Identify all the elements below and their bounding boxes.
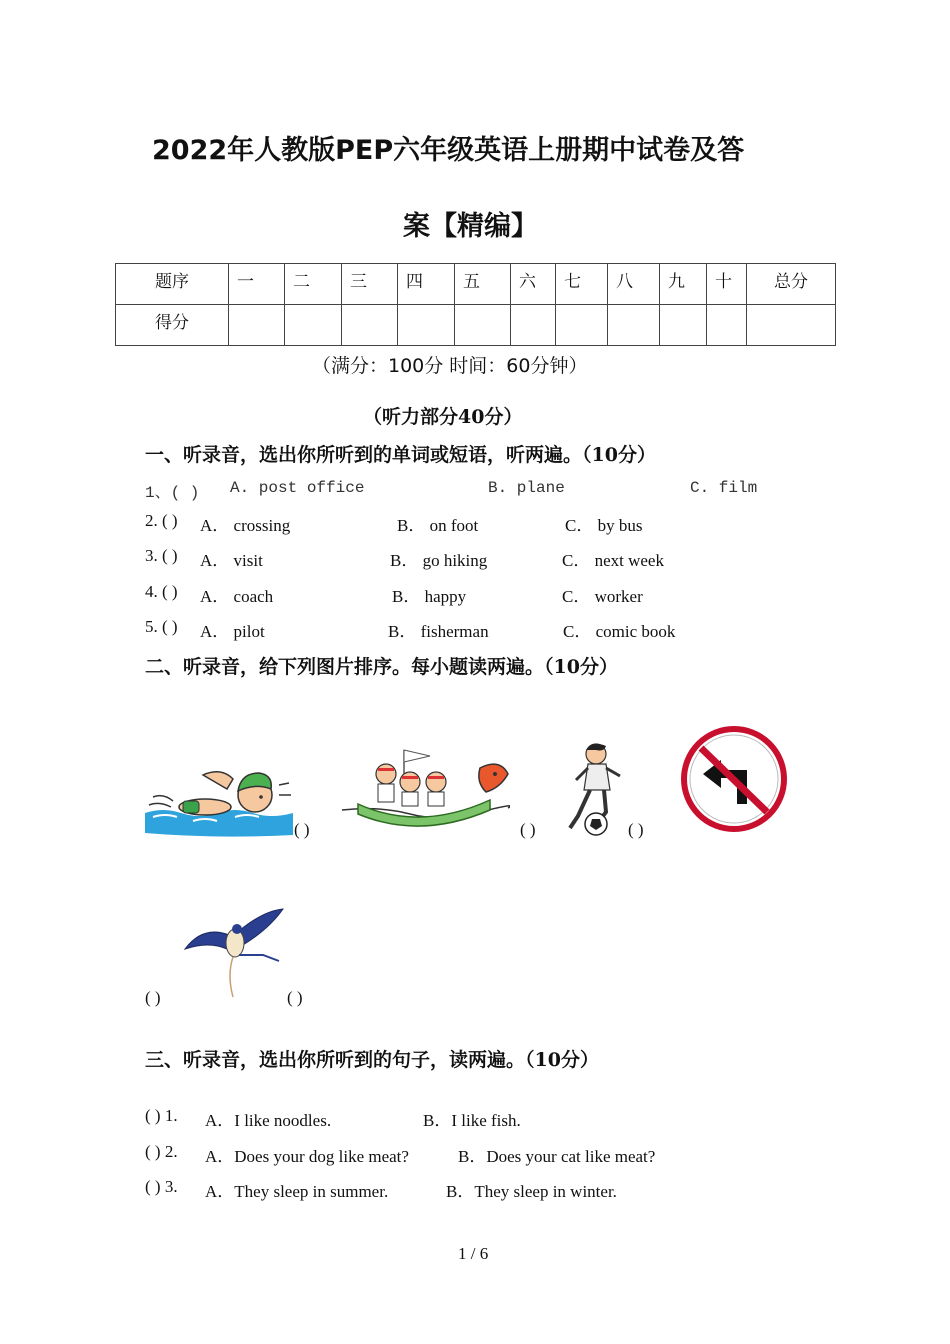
score-header-cell: 九 — [660, 264, 707, 305]
q2-option-b[interactable]: B． on foot — [397, 516, 479, 535]
score-cell[interactable] — [747, 305, 836, 346]
q1-option-a[interactable]: A. post office — [230, 479, 365, 497]
score-cell[interactable] — [556, 305, 608, 346]
score-table-header-row — [116, 264, 836, 305]
s3-q3-number: ( ) 3. — [145, 1177, 178, 1196]
q3-number: 3. ( ) — [145, 546, 178, 565]
q4-option-a[interactable]: A． coach — [200, 587, 274, 606]
page-title-line1: 2022年人教版PEP六年级英语上册期中试卷及答 — [152, 135, 745, 166]
page-number: 1 / 6 — [458, 1244, 489, 1263]
q4-option-c[interactable]: C． worker — [562, 587, 643, 606]
q2-option-c[interactable]: C． by bus — [565, 516, 643, 535]
picture-order-blank-2[interactable]: ( ) — [520, 820, 536, 839]
q3-option-c[interactable]: C． next week — [562, 551, 664, 570]
q5-number: 5. ( ) — [145, 617, 178, 636]
q4-option-b[interactable]: B． happy — [392, 587, 467, 606]
score-cell[interactable] — [660, 305, 707, 346]
score-cell[interactable] — [707, 305, 747, 346]
score-row-label: 得分 — [116, 305, 229, 346]
s3-q2-number: ( ) 2. — [145, 1142, 178, 1161]
q1-option-c[interactable]: C. film — [690, 479, 758, 497]
s3-q2-option-a[interactable]: A．Does your dog like meat? — [205, 1147, 409, 1166]
q3-option-a[interactable]: A． visit — [200, 551, 263, 570]
section3-title: 三、听录音，选出你所听到的句子，读两遍。（10分） — [145, 1049, 599, 1071]
score-header-cell: 三 — [342, 264, 398, 305]
s3-q1-option-a[interactable]: A．I like noodles. — [205, 1111, 332, 1130]
q5-option-b[interactable]: B． fisherman — [388, 622, 489, 641]
score-cell[interactable] — [455, 305, 511, 346]
football-player-illustration — [560, 740, 626, 838]
s3-q1-option-b[interactable]: B．I like fish. — [423, 1111, 521, 1130]
score-cell[interactable] — [229, 305, 285, 346]
picture-order-blank-1[interactable]: ( ) — [294, 820, 310, 839]
page-title-line2: 案【精编】 — [403, 211, 538, 242]
exam-meta: （满分：100分 时间：60分钟） — [312, 355, 588, 377]
score-header-cell: 五 — [455, 264, 511, 305]
score-cell[interactable] — [511, 305, 556, 346]
score-header-cell: 八 — [608, 264, 660, 305]
q5-option-c[interactable]: C． comic book — [563, 622, 676, 641]
no-left-turn-sign-icon — [681, 726, 787, 832]
score-cell[interactable] — [342, 305, 398, 346]
picture-order-blank-5[interactable]: ( ) — [287, 988, 303, 1007]
s3-q1-number: ( ) 1. — [145, 1106, 178, 1125]
score-header-cell: 总分 — [747, 264, 836, 305]
q1-number: 1、( ) — [145, 484, 200, 502]
s3-q3-option-a[interactable]: A．They sleep in summer. — [205, 1182, 389, 1201]
section2-title: 二、听录音，给下列图片排序。每小题读两遍。（10分） — [145, 656, 618, 678]
score-cell[interactable] — [398, 305, 455, 346]
q1-option-b[interactable]: B. plane — [488, 479, 565, 497]
score-header-cell: 二 — [285, 264, 342, 305]
score-table — [115, 263, 836, 346]
s3-q2-option-b[interactable]: B．Does your cat like meat? — [458, 1147, 656, 1166]
score-header-cell: 题序 — [116, 264, 229, 305]
swimmer-illustration — [143, 755, 295, 840]
kite-illustration — [183, 905, 285, 1005]
score-header-cell: 七 — [556, 264, 608, 305]
score-table-score-row — [116, 305, 836, 346]
score-cell[interactable] — [608, 305, 660, 346]
dragon-boat-illustration — [340, 748, 510, 840]
q5-option-a[interactable]: A． pilot — [200, 622, 265, 641]
section1-title: 一、听录音，选出你所听到的单词或短语，听两遍。（10分） — [145, 444, 656, 466]
q2-number: 2. ( ) — [145, 511, 178, 530]
s3-q3-option-b[interactable]: B．They sleep in winter. — [446, 1182, 617, 1201]
score-cell[interactable] — [285, 305, 342, 346]
q2-option-a[interactable]: A． crossing — [200, 516, 291, 535]
score-header-cell: 一 — [229, 264, 285, 305]
q3-option-b[interactable]: B． go hiking — [390, 551, 488, 570]
picture-order-blank-4[interactable]: ( ) — [145, 988, 161, 1007]
score-header-cell: 六 — [511, 264, 556, 305]
score-header-cell: 十 — [707, 264, 747, 305]
listening-part-label: （听力部分40分） — [363, 406, 523, 428]
picture-order-blank-3[interactable]: ( ) — [628, 820, 644, 839]
score-header-cell: 四 — [398, 264, 455, 305]
q4-number: 4. ( ) — [145, 582, 178, 601]
